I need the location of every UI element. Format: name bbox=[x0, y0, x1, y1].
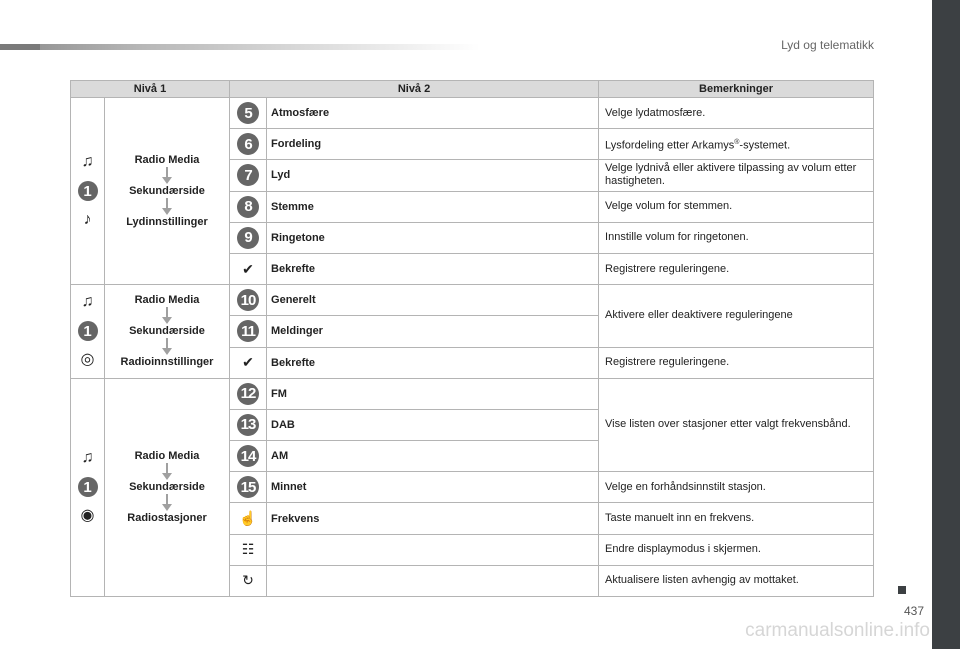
chapter-title: Lyd og telematikk bbox=[781, 38, 874, 52]
level-badge: 1 bbox=[78, 181, 98, 201]
remark: Registrere reguleringene. bbox=[599, 347, 874, 378]
path-step: Sekundærside bbox=[129, 324, 205, 337]
remark: Innstille volum for ringetonen. bbox=[599, 222, 874, 253]
level-badge: 1 bbox=[78, 321, 98, 341]
arrow-down-icon bbox=[162, 307, 172, 325]
level2-label: Bekrefte bbox=[267, 253, 599, 284]
level2-label: Generelt bbox=[267, 285, 599, 316]
step-badge: 13 bbox=[237, 414, 259, 436]
page-number: 437 bbox=[903, 604, 924, 618]
table-header-row bbox=[71, 81, 874, 98]
remark: Taste manuelt inn en frekvens. bbox=[599, 503, 874, 534]
remark: Velge lydatmosfære. bbox=[599, 98, 874, 129]
table-row bbox=[71, 98, 874, 129]
remark: Velge en forhåndsinnstilt stasjon. bbox=[599, 472, 874, 503]
remark: Vise listen over stasjoner etter valgt frekvensbånd. bbox=[599, 378, 874, 472]
level2-label: Lyd bbox=[267, 160, 599, 191]
group-icons bbox=[71, 378, 105, 596]
level2-label: Fordeling bbox=[267, 129, 599, 160]
path-step: Radio Media bbox=[134, 293, 200, 306]
level1-path bbox=[105, 378, 230, 596]
level1-path bbox=[105, 98, 230, 285]
step-badge: 6 bbox=[237, 133, 259, 155]
path-step: Radio Media bbox=[134, 449, 200, 462]
path-step: Radioinnstillinger bbox=[120, 355, 214, 368]
path-step: Lydinnstillinger bbox=[126, 215, 208, 228]
arrow-down-icon bbox=[162, 463, 172, 481]
level2-label: FM bbox=[267, 378, 599, 409]
level2-label bbox=[267, 565, 599, 596]
table-row bbox=[71, 285, 874, 316]
header-remarks: Bemerkninger bbox=[599, 81, 874, 98]
audio-settings-icon: ♪ bbox=[83, 211, 92, 229]
level1-path bbox=[105, 285, 230, 379]
remark: Velge lydnivå eller aktivere tilpassing av volum etter hastigheten. bbox=[599, 160, 874, 191]
path-step: Radiostasjoner bbox=[127, 511, 207, 524]
level2-label: Stemme bbox=[267, 191, 599, 222]
refresh-icon: ↻ bbox=[242, 572, 254, 589]
watermark: carmanualsonline.info bbox=[745, 620, 930, 641]
radio-station-icon: ◉ bbox=[80, 507, 95, 525]
remark: Velge volum for stemmen. bbox=[599, 191, 874, 222]
arrow-down-icon bbox=[162, 167, 172, 185]
settings-table bbox=[70, 80, 874, 597]
step-badge: 8 bbox=[237, 196, 259, 218]
level2-label: AM bbox=[267, 441, 599, 472]
arrow-down-icon bbox=[162, 198, 172, 216]
step-badge: 9 bbox=[237, 227, 259, 249]
checkmark-icon: ✔ bbox=[242, 354, 254, 371]
arrow-down-icon bbox=[162, 338, 172, 356]
step-badge: 14 bbox=[237, 445, 259, 467]
page-marker bbox=[898, 586, 906, 594]
step-badge: 5 bbox=[237, 102, 259, 124]
music-note-icon: ♫ bbox=[81, 153, 94, 171]
remark: Aktivere eller deaktivere reguleringene bbox=[599, 285, 874, 347]
manual-frequency-icon: ☝ bbox=[239, 510, 257, 527]
group-icons bbox=[71, 285, 105, 379]
level2-label: Meldinger bbox=[267, 316, 599, 347]
music-note-icon: ♫ bbox=[81, 293, 94, 311]
level2-label: Atmosfære bbox=[267, 98, 599, 129]
step-badge: 10 bbox=[237, 289, 259, 311]
radio-settings-icon: ◎ bbox=[80, 351, 95, 369]
header-level2: Nivå 2 bbox=[230, 81, 599, 98]
header-rule bbox=[0, 44, 480, 50]
path-step: Sekundærside bbox=[129, 480, 205, 493]
step-badge: 7 bbox=[237, 164, 259, 186]
table-row bbox=[71, 378, 874, 409]
remark: Endre displaymodus i skjermen. bbox=[599, 534, 874, 565]
header-level1: Nivå 1 bbox=[71, 81, 230, 98]
step-badge: 11 bbox=[237, 320, 259, 342]
music-note-icon: ♫ bbox=[81, 449, 94, 467]
path-step: Radio Media bbox=[134, 153, 200, 166]
remark: Registrere reguleringene. bbox=[599, 253, 874, 284]
checkmark-icon: ✔ bbox=[242, 260, 254, 277]
step-badge: 15 bbox=[237, 476, 259, 498]
remark: Aktualisere listen avhengig av mottaket. bbox=[599, 565, 874, 596]
level2-label: Bekrefte bbox=[267, 347, 599, 378]
level2-label: Frekvens bbox=[267, 503, 599, 534]
header-rule-accent bbox=[0, 44, 40, 50]
level2-label: Ringetone bbox=[267, 222, 599, 253]
group-icons bbox=[71, 98, 105, 285]
level2-label: Minnet bbox=[267, 472, 599, 503]
remark: Lysfordeling etter Arkamys®-systemet. bbox=[599, 129, 874, 160]
level-badge: 1 bbox=[78, 477, 98, 497]
display-mode-icon: ☷ bbox=[241, 541, 255, 558]
step-badge: 12 bbox=[237, 383, 259, 405]
level2-label: DAB bbox=[267, 409, 599, 440]
level2-label bbox=[267, 534, 599, 565]
path-step: Sekundærside bbox=[129, 184, 205, 197]
arrow-down-icon bbox=[162, 494, 172, 512]
chapter-side-band bbox=[932, 0, 960, 649]
